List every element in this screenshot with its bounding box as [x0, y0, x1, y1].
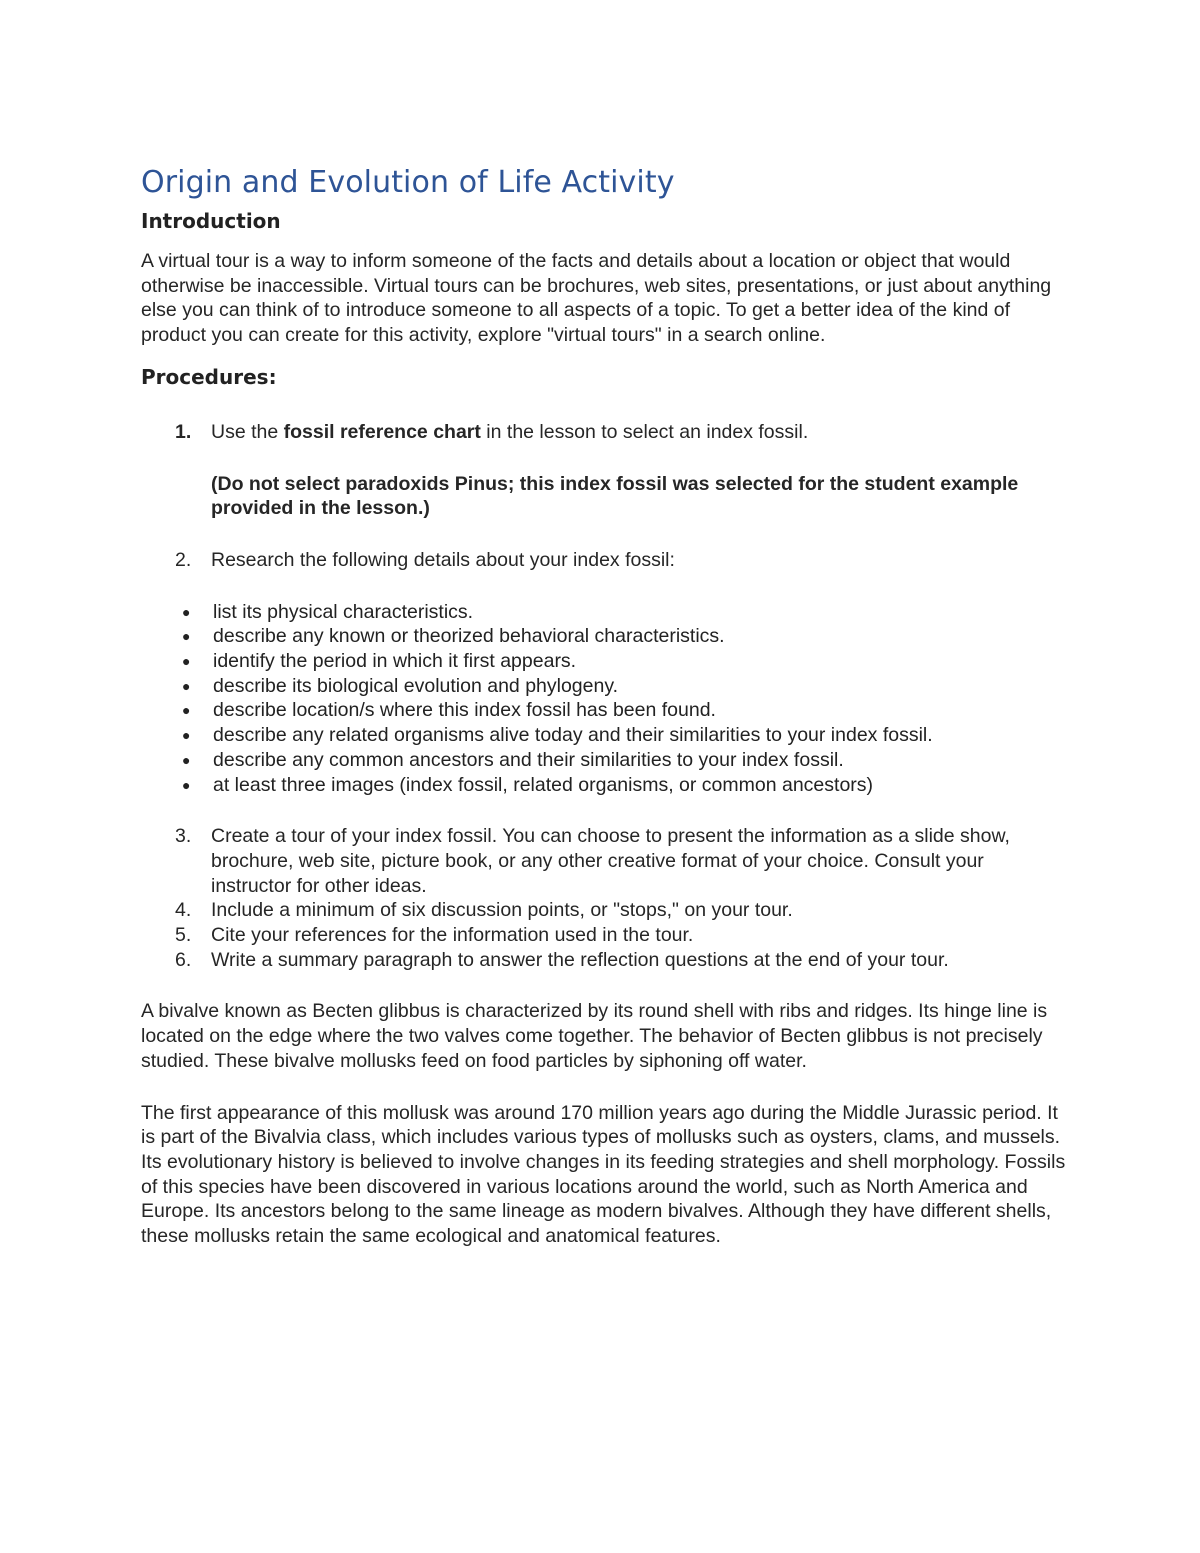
procedures-list-continued	[141, 824, 1066, 972]
procedure-step-3	[141, 824, 1066, 898]
step-1-note: (Do not select paradoxids Pinus; this index fossil was selected for the student example provided in the lesson.)	[211, 472, 1019, 520]
list-item-text: describe location/s where this index fossil has been found.	[213, 699, 716, 722]
step-number: 4.	[175, 899, 192, 922]
step-number: 6.	[175, 948, 192, 971]
list-item	[141, 624, 1066, 649]
procedure-step-2	[141, 548, 1066, 573]
bullet-icon: ●	[182, 677, 191, 694]
step-text: Create a tour of your index fossil. You can choose to present the information as a slide show, brochure, web site, picture book, or any other creative format of your choice. Consult your instructor for other ideas.	[211, 825, 1010, 897]
bullet-icon: ●	[182, 603, 191, 620]
list-item	[141, 723, 1066, 748]
bullet-icon: ●	[182, 702, 191, 719]
list-item	[141, 698, 1066, 723]
step-text: Write a summary paragraph to answer the reflection questions at the end of your tour.	[211, 948, 949, 971]
introduction-paragraph: A virtual tour is a way to inform someone of the facts and details about a location or object that would otherwise be inaccessible. Virtual tours can be brochures, web sites, presentations, or just about anything else you can think of to introduce someone to all aspects of a topic. To get a better idea of the kind of product you can create for this activity, explore "virtual tours" in a search online.	[141, 250, 1052, 347]
list-item	[141, 649, 1066, 674]
list-item-text: describe any related organisms alive today and their similarities to your index fossil.	[213, 724, 933, 747]
document-title: Origin and Evolution of Life Activity	[141, 165, 675, 200]
procedure-step-5	[141, 923, 1066, 948]
list-item-text: describe any known or theorized behavioral characteristics.	[213, 625, 725, 648]
list-item	[141, 773, 1066, 798]
list-item-text: identify the period in which it first appears.	[213, 650, 577, 673]
procedure-step-1	[141, 420, 1066, 521]
bullet-icon: ●	[182, 751, 191, 768]
list-item-text: describe its biological evolution and phylogeny.	[213, 674, 619, 697]
procedure-step-6	[141, 948, 1066, 973]
step-text-before: Use the	[211, 420, 284, 443]
step-text-bold: fossil reference chart	[283, 420, 481, 443]
introduction-heading: Introduction	[141, 209, 281, 233]
step-number: 3.	[175, 825, 192, 848]
answer-paragraph-2: The first appearance of this mollusk was around 170 million years ago during the Middle Jurassic period. It is part of the Bivalvia class, which includes various types of mollusks such as oysters, clams, and mussels. Its evolutionary history is believed to involve changes in its feeding strategies and shell morphology. Fossils of this species have been discovered in various locations around the world, such as North America and Europe. Its ancestors belong to the same lineage as modern bivalves. Although they have different shells, these mollusks retain the same ecological and anatomical features.	[141, 1101, 1066, 1248]
list-item	[141, 674, 1066, 699]
step-number: 5.	[175, 924, 192, 947]
step-number: 2.	[175, 548, 192, 571]
list-item	[141, 748, 1066, 773]
research-details-list	[141, 600, 1066, 798]
bullet-icon: ●	[182, 727, 191, 744]
answer-paragraph-1: A bivalve known as Becten glibbus is characterized by its round shell with ribs and ridges. Its hinge line is located on the edge where the two valves come together. The behavior of Becten glibbus is not precisely studied. These bivalve mollusks feed on food particles by siphoning off water.	[141, 1000, 1048, 1072]
document-page	[141, 164, 1066, 1249]
procedure-step-4	[141, 898, 1066, 923]
step-text: Research the following details about your index fossil:	[211, 548, 675, 571]
bullet-icon: ●	[182, 628, 191, 645]
procedures-list	[141, 420, 1066, 573]
step-text: Cite your references for the information used in the tour.	[211, 924, 694, 947]
bullet-icon: ●	[182, 653, 191, 670]
list-item	[141, 600, 1066, 625]
step-number: 1.	[175, 420, 192, 443]
list-item-text: at least three images (index fossil, related organisms, or common ancestors)	[213, 773, 874, 796]
list-item-text: list its physical characteristics.	[213, 600, 474, 623]
step-text: Include a minimum of six discussion points, or "stops," on your tour.	[211, 899, 793, 922]
list-item-text: describe any common ancestors and their similarities to your index fossil.	[213, 748, 844, 771]
step-text-after: in the lesson to select an index fossil.	[480, 420, 809, 443]
procedures-heading: Procedures:	[141, 364, 277, 389]
bullet-icon: ●	[182, 776, 191, 793]
